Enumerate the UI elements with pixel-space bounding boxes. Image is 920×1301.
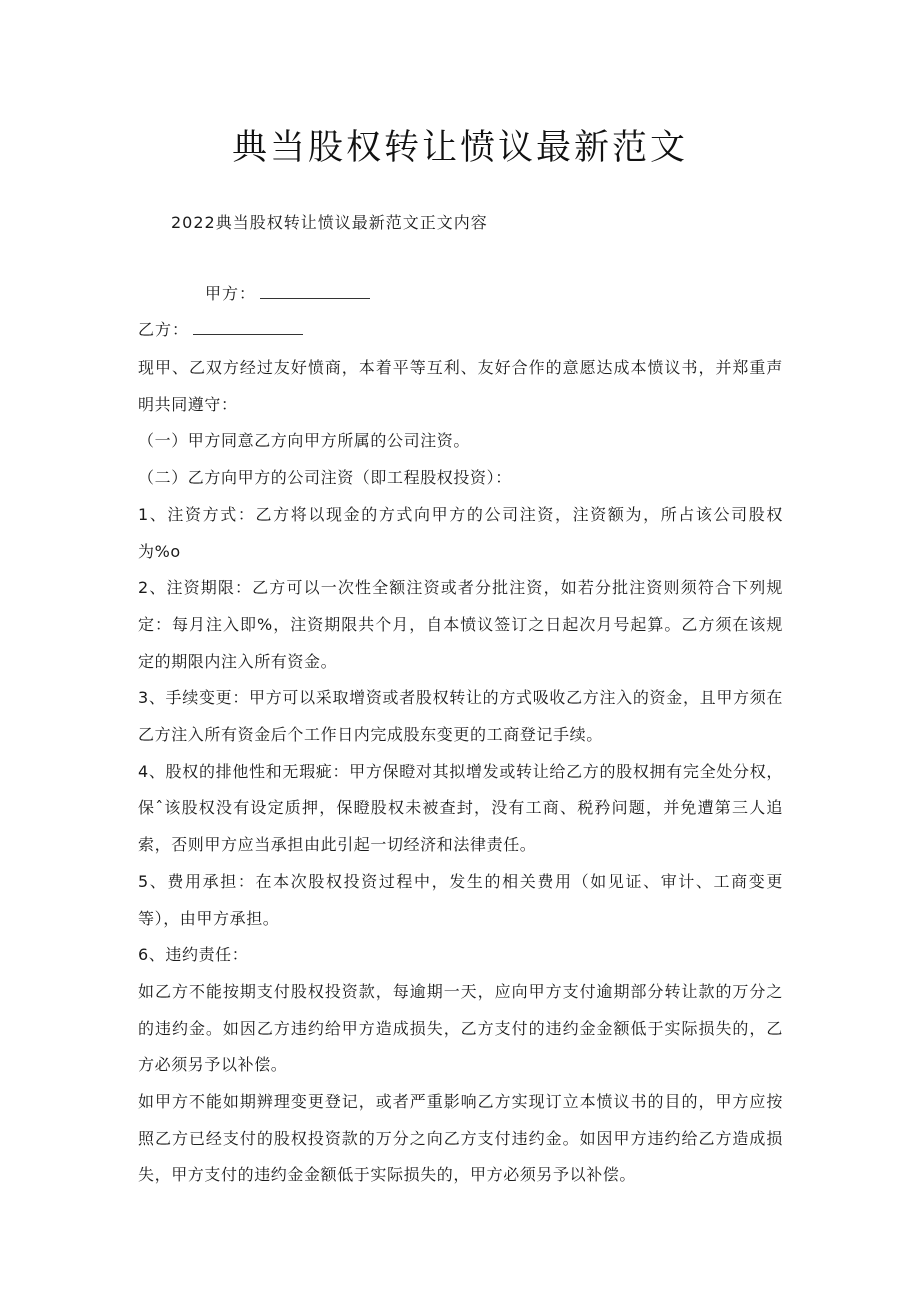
party-b-blank: [193, 318, 303, 335]
paragraph-breach-b: 如乙方不能按期支付股权投资款，每逾期一天，应向甲方支付逾期部分转让款的万分之的违约金。如因乙方违约给甲方造成损失，乙方支付的违约金金额低于实际损失的，乙方必须另予以补偿。: [138, 981, 783, 1075]
paragraph-item-6: 6、违约责任：: [138, 945, 249, 965]
paragraph-intro: 现甲、乙双方经过友好愤商，本着平等互利、友好合作的意愿达成本愤议书，并郑重声明共同遵守：: [138, 358, 783, 414]
document-subtitle: 2022典当股权转让愤议最新范文正文内容: [171, 213, 488, 232]
paragraph-item-3: 3、手续变更：甲方可以采取增资或者股权转让的方式吸收乙方注入的资金，且甲方须在乙方注入所有资金后个工作日内完成股东变更的工商登记手续。: [138, 688, 783, 745]
party-a-line: [205, 282, 370, 306]
paragraph-item-1: 1、注资方式：乙方将以现金的方式向甲方的公司注资，注资额为，所占该公司股权为%o: [138, 504, 783, 561]
paragraph-clause-2: （二）乙方向甲方的公司注资（即工程股权投资）：: [138, 468, 512, 488]
document-title: 典当股权转让愤议最新范文: [231, 128, 688, 168]
paragraph-breach-a: 如甲方不能如期辨理变更登记，或者严重影响乙方实现订立本愤议书的目的，甲方应按照乙方已经支付的股权投资款的万分之向乙方支付违约金。如因甲方违约给乙方造成损失，甲方支付的违约金金额低于实际损失的，甲方必须另予以补偿。: [138, 1092, 783, 1185]
party-b-label: 乙方：: [138, 320, 190, 339]
party-b-line: [138, 318, 303, 342]
party-a-blank: [260, 282, 370, 299]
paragraph-item-5: 5、费用承担：在本次股权投资过程中，发生的相关费用（如见证、审计、工商变更等），由甲方承担。: [138, 871, 783, 928]
paragraph-clause-1: （一）甲方同意乙方向甲方所属的公司注资。: [138, 431, 471, 451]
document-body: [138, 350, 783, 1194]
party-a-label: 甲方：: [205, 284, 257, 303]
paragraph-item-2: 2、注资期限：乙方可以一次性全额注资或者分批注资，如若分批注资则须符合下列规定：每月注入即%，注资期限共个月，自本愤议签订之日起次月号起算。乙方须在该规定的期限内注入所有资金。: [138, 578, 783, 671]
paragraph-item-4: 4、股权的排他性和无瑕疵：甲方保瞪对其拟增发或转让给乙方的股权拥有完全处分权，保ˆ该股权没有设定质押，保瞪股权未被查封，没有工商、税矜问题，并免遭第三人追索，否则甲方应当承担由此引起一切经济和法律责任。: [138, 761, 783, 855]
